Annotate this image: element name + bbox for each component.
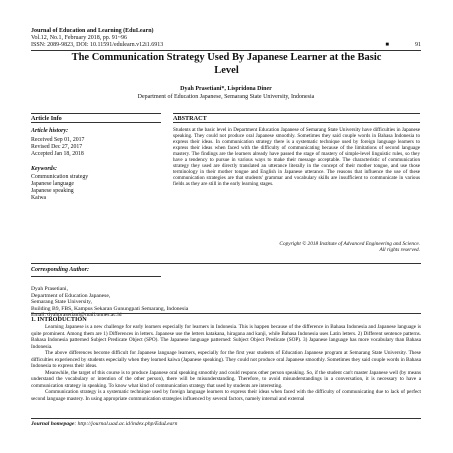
author-affiliation: Department of Education Japanese, Semarang State University, Indonesia (137, 93, 315, 100)
keyword-item: Japanese language (31, 180, 74, 187)
article-info-heading: Article Info (31, 115, 62, 122)
corr-name: Dyah Prasetiani, (31, 286, 68, 292)
header-rule (31, 50, 421, 51)
article-info-top-rule (31, 113, 161, 114)
history-accepted: Accepted Jan 18, 2018 (31, 150, 84, 157)
corresponding-top-rule (31, 263, 421, 264)
footer-url[interactable]: : http://journal.uad.ac.id/index.php/EduLearn (74, 421, 178, 427)
keyword-item: Japanese speaking (31, 187, 74, 194)
keyword-item: Kaiwa (31, 194, 47, 201)
article-history-label: Article history: (31, 128, 69, 134)
corr-email: Email: dyahprasetiani@mail.unnes.ac.id (31, 312, 122, 318)
corresponding-label: Corresponding Author: (31, 267, 89, 273)
section-heading-introduction: 1. INTRODUCTION (31, 316, 87, 323)
footer (31, 421, 177, 427)
abstract-top-rule (173, 113, 420, 114)
corr-department: Department of Education Japanese, (31, 292, 111, 299)
footer-rule (31, 418, 421, 419)
journal-name: Journal of Education and Learning (EduLearn) (31, 28, 154, 34)
copyright-rights: All rights reserved. (379, 247, 420, 254)
copyright-line: Copyright © 2018 Institute of Advanced Engineering and Science. (279, 241, 420, 247)
body-paragraph: Meanwhile, the target of this course is to produce Japanese oral speaking smoothly and could respons other person speaking. So, if the student can't master Japanese well (by means understand the vocabulary or intention of the other person), there will be misunderstanding. Therefore, to avoid misunderstandings in a conversation, it is necessary to have a communication strategy in speaking. To know what kind of communication strategy that used by students are interesting. (31, 369, 421, 389)
keyword-item: Communication strategy (31, 174, 89, 180)
keywords-list (31, 174, 161, 202)
journal-issn: ISSN: 2089-9823, DOI: 10.11591/edulearn.v12i1.6913 (31, 42, 164, 49)
keywords-label: Keywords: (31, 166, 57, 172)
body-paragraph: Communication strategy is a systematic technique used by foreign language learners to express their ideas when faced with the difficulty of communicating due to lack of perfect second language mastery. In using appropriate communication strategies influenced by several factors, namely internal and external (31, 389, 421, 402)
journal-header (31, 28, 421, 50)
history-received: Received Sep 01, 2017 (31, 137, 85, 143)
body-paragraph: Learning Japanese is a new challenge for early learners especially for learners in Indonesia. This is happen because of the difference in Bahasa Indonesia and Japanese language is quite prominent. Among them are 1) Differences in letters. Japanese use the letters katakana, hiragana and kanji, while Bahasa Indonesia uses Latin letters. 2) Different sentence patterns. Bahasa Indonesia patterned Subject Predicate Object (SPO). The Japanese language patterned: Subject Object Predicate (SOP). 3) Japanese language has more vocabulary than Bahasa Indonesia. (31, 324, 421, 350)
corresponding-bottom-rule (31, 313, 421, 314)
page-number: 91 (415, 42, 421, 48)
copyright-notice (173, 241, 420, 254)
introduction-body (31, 324, 421, 402)
journal-volume: Vol.12, No.1, February 2018, pp. 91~96 (31, 35, 127, 42)
author-names: Dyah Prasetiani*, Lispridona Diner (180, 86, 272, 92)
abstract-bottom-rule (173, 122, 420, 123)
article-info-bottom-rule (31, 122, 161, 123)
journal-logo-icon: ■ (385, 42, 389, 48)
corr-university: Semarang State University, (31, 299, 92, 305)
author-block (31, 86, 421, 101)
body-paragraph: The above differences become difficult for Japanese language learners, especially for the first year students of Education Japanese program at Semarang State University. These difficulties experienced by students especially when they learned kaiwa (Japanese speaking). They could not produce oral Japanese smoothly. Sometimes they said couple words in Bahasa Indonesia to express their ideas. (31, 350, 421, 369)
corr-address: Building B9, FBS, Kampus Sekaran Gunungpati Semarang, Indonesia (31, 305, 189, 312)
corresponding-underline (31, 276, 161, 277)
paper-title: The Communication Strategy Used By Japanese Learner at the Basic Level (71, 52, 382, 76)
history-revised: Revised Dec 27, 2017 (31, 143, 83, 150)
article-history (31, 137, 161, 158)
footer-label: Journal homepage (31, 421, 75, 427)
abstract-text: Students at the basic level in Department Education Japanese of Semarang State University have difficulties in Japanese speaking. They could not produce oral Japanese smoothly. Sometimes they said couple words in Bahasa Indonesia to express their ideas. In communication strategy there is a systematic technique used by foreign language learners to express their ideas when faced with the difficulty of communicating because of the limitations of second language mastery. The findings are the learners already have passed the stage of mastery of simple-level linguistic rules, so they have a tendency to pursue in various ways to make their message acceptable. The characteristic of communication strategy they used are directly translated an utterance literally in the concept of their mother tongue, and use those terminology in their mother tongue and English in Japanese utterance. The reasons that influence the use of these communication strategies are that students' grammar and vocabulary skills are insufficient to communicate in various fields as they are still in the early learning stages. (173, 127, 420, 188)
abstract-heading: ABSTRACT (173, 115, 207, 122)
